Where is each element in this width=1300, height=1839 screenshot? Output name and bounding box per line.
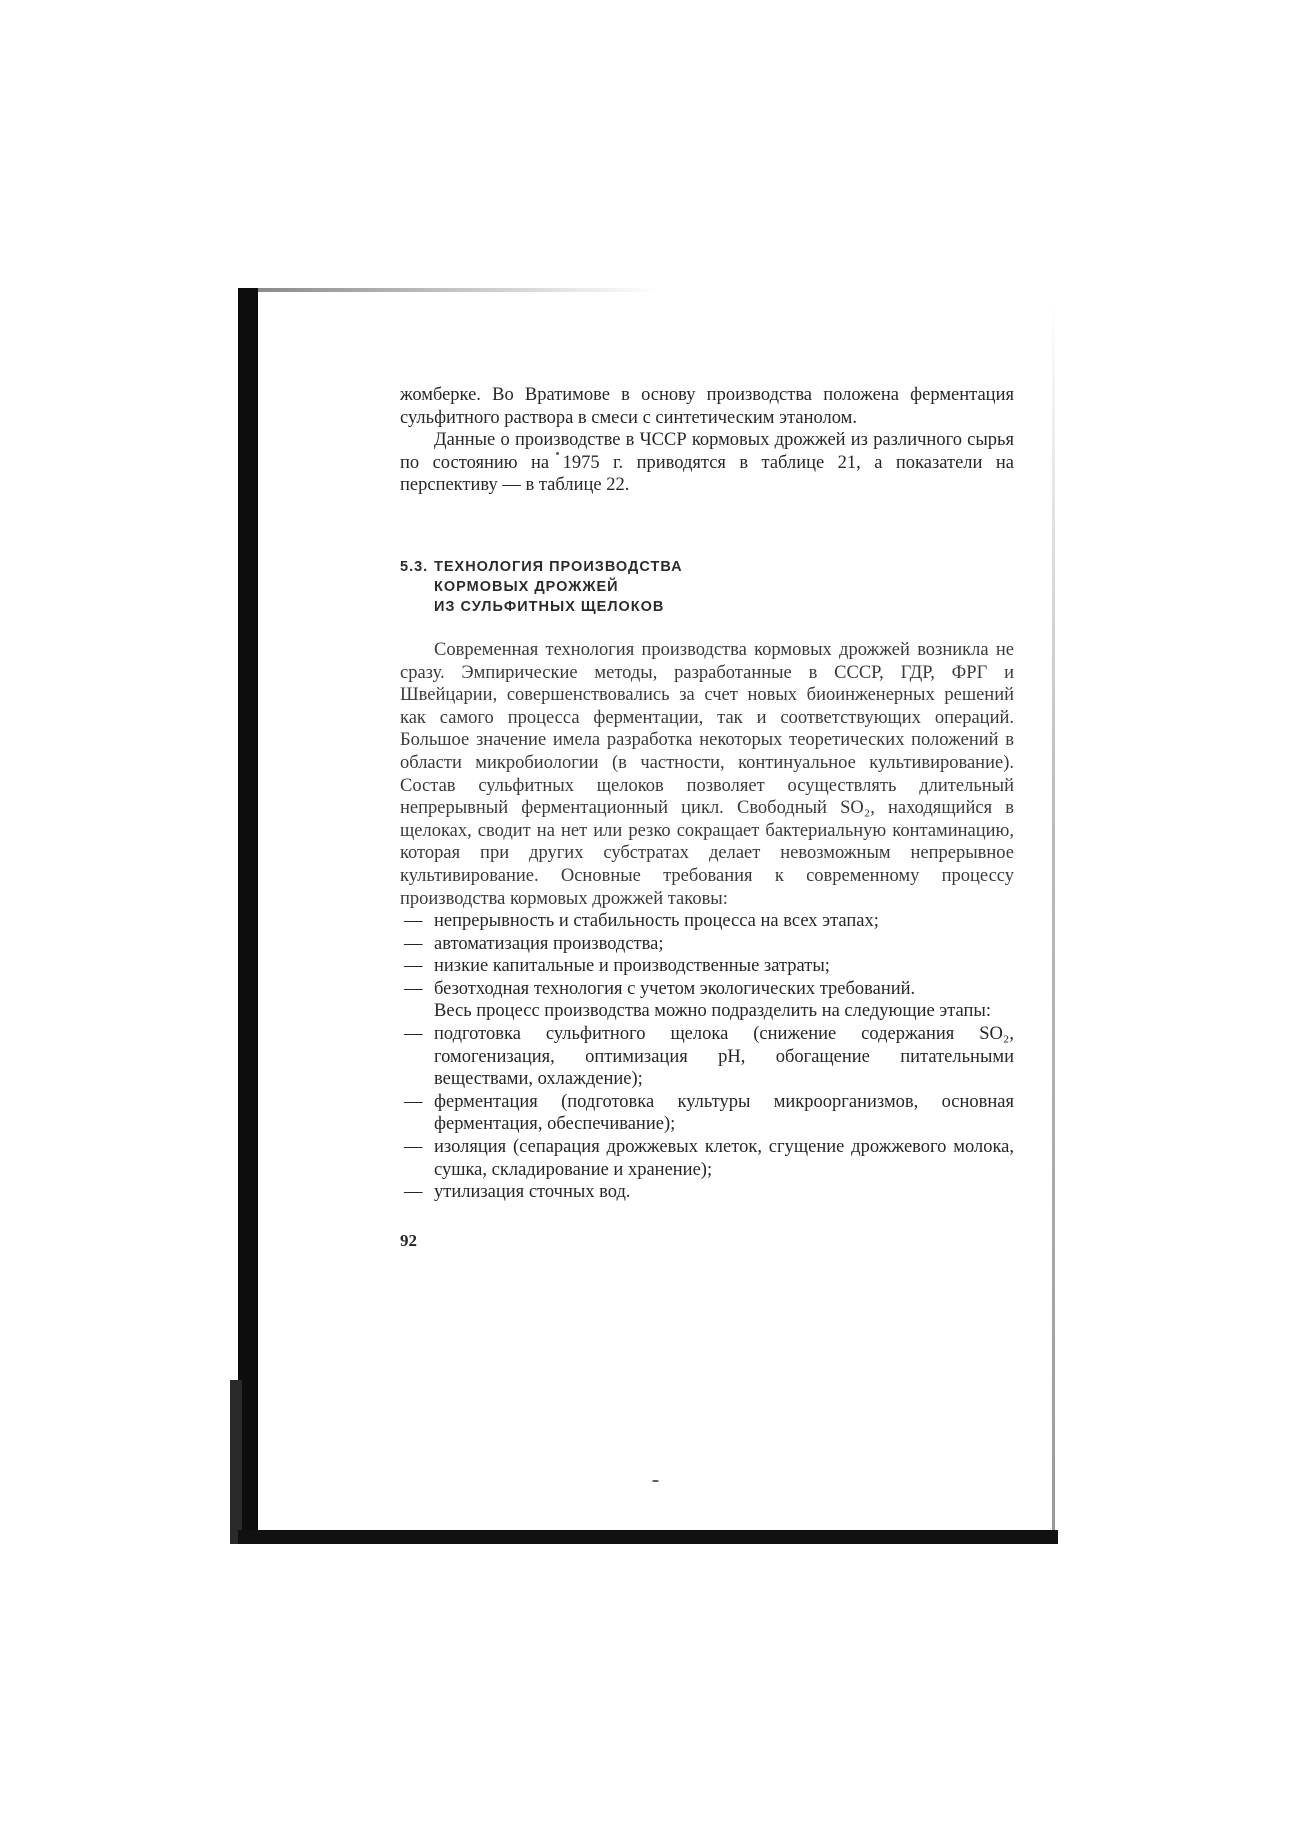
section-title-line: ИЗ СУЛЬФИТНЫХ ЩЕЛОКОВ	[434, 598, 665, 615]
section-heading	[400, 557, 1014, 617]
page-number: 92	[400, 1230, 417, 1250]
list-item: — безотходная технология с учетом экологических требований.	[400, 978, 1014, 1001]
scan-edge-right	[1052, 300, 1055, 1530]
stages-list	[400, 1023, 1014, 1204]
list-item: — автоматизация производства;	[400, 933, 1014, 956]
list-item: — ферментация (подготовка культуры микроорганизмов, основная ферментация, обеспечивание);	[400, 1091, 1014, 1136]
list-item: — низкие капитальные и производственные затраты;	[400, 955, 1014, 978]
section-title	[434, 557, 683, 617]
section-number: 5.3.	[400, 558, 429, 575]
intro-paragraph-2: Данные о производстве в ЧССР кормовых дрожжей из различного сырья по состоянию на 1975 г. приводятся в таблице 21, а показатели на перспективу — в таблице 22.	[400, 430, 1014, 496]
requirements-list	[400, 910, 1014, 1000]
scan-edge-left	[238, 288, 258, 1544]
scan-edge-bottom	[238, 1530, 1058, 1544]
list-item: — подготовка сульфитного щелока (снижение содержания SO₂, гомогенизация, оптимизация pH, обогащение питательными веществами, охлаждение);	[400, 1023, 1014, 1091]
scan-edge-top	[258, 288, 658, 292]
stages-intro: Весь процесс производства можно подразделить на следующие этапы:	[434, 1001, 991, 1022]
list-item: — непрерывность и стабильность процесса на всех этапах;	[400, 910, 1014, 933]
page-text-block	[400, 384, 1014, 1252]
list-item: — утилизация сточных вод.	[400, 1181, 1014, 1204]
body-paragraph: Современная технология производства кормовых дрожжей возникла не сразу. Эмпирические методы, разработанные в СССР, ГДР, ФРГ и Швейцарии, совершенствовались за счет новых биоинженерных решений как самого процесса ферментации, так и соответствующих операций. Большое значение имела разработка некоторых теоретических положений в области микробиологии (в частности, континуальное культивирование). Состав сульфитных щелоков позволяет осуществлять длительный непрерывный ферментационный цикл. Свободный SO₂, находящийся в щелоках, сводит на нет или резко сокращает бактериальную контаминацию, которая при других субстратах делает невозможным непрерывное культивирование. Основные требования к современному процессу производства кормовых дрожжей таковы:	[400, 639, 1014, 909]
intro-paragraph-1: жомберке. Во Вратимове в основу производства положена ферментация сульфитного раствора в смеси с синтетическим этанолом.	[400, 385, 1014, 428]
scan-speck	[652, 1480, 659, 1482]
list-item: — изоляция (сепарация дрожжевых клеток, сгущение дрожжевого молока, сушка, складирование и хранение);	[400, 1136, 1014, 1181]
scan-edge-left-shadow	[230, 1380, 242, 1544]
section-title-line: КОРМОВЫХ ДРОЖЖЕЙ	[434, 578, 619, 595]
section-title-line: ТЕХНОЛОГИЯ ПРОИЗВОДСТВА	[434, 558, 683, 575]
